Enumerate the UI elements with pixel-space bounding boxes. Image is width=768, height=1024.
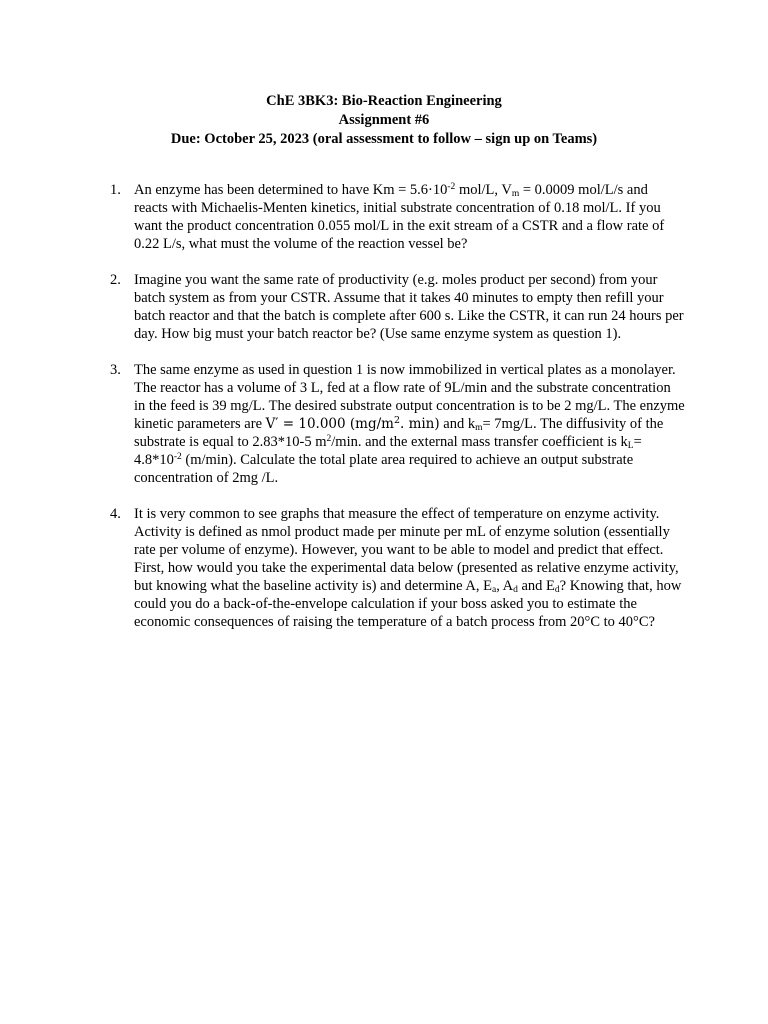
question-number: 1. — [110, 182, 121, 198]
question-3 — [110, 361, 685, 487]
question-text: The same enzyme as used in question 1 is now immobilized in vertical plates as a monolayer. The reactor has a volume of 3 L, fed at a flow rate of 9L/min and the substrate concentration in the feed is 39 mg/L. The desired substrate output concentration is to be 2 mg/L. The enzyme kinetic parameters are V′ = 10.000 ($mg/m^2$. min) and $k_m= 7mg/L$. The diffusivity of the substrate is equal to 2.83*10-5 $m^2/\min$. and the external mass transfer coefficient is $k_L= 4.8*10^{-2}$ (m/min). Calculate the total plate area required to achieve an output substrate concentration of 2mg /L. — [134, 362, 685, 486]
assignment-number: Assignment #6 — [338, 112, 430, 128]
question-number: 3. — [110, 362, 121, 378]
question-4 — [110, 505, 685, 631]
question-list — [110, 181, 685, 649]
course-title: ChE 3BK3: Bio-Reaction Engineering — [266, 93, 502, 109]
question-number: 2. — [110, 272, 121, 288]
math-expression: V′ = 10.000 ($mg/m^2$. min) — [265, 415, 440, 432]
question-2 — [110, 271, 685, 343]
due-date: Due: October 25, 2023 (oral assessment to follow – sign up on Teams) — [170, 131, 598, 147]
assignment-header — [0, 92, 768, 149]
question-1 — [110, 181, 685, 253]
question-text: An enzyme has been determined to have $Km = 5.6\cdot 10^{-2}$ mol/L, $V_m = 0.0009$ mol/L/s and reacts with Michaelis-Menten kinetics, initial substrate concentration of 0.18 mol/L. If you want the product concentration 0.055 mol/L in the exit stream of a CSTR and a flow rate of 0.22 L/s, what must the volume of the reaction vessel be? — [134, 182, 665, 252]
question-number: 4. — [110, 506, 121, 522]
question-text: Imagine you want the same rate of productivity (e.g. moles product per second) from your batch system as from your CSTR. Assume that it takes 40 minutes to empty then refill your batch reactor and that the batch is complete after 600 s. Like the CSTR, it can run 24 hours per day. How big must your batch reactor be? (Use same enzyme system as question 1). — [134, 272, 684, 342]
question-text: It is very common to see graphs that measure the effect of temperature on enzyme activity. Activity is defined as nmol product made per minute per mL of enzyme solution (essentially rate per volume of enzyme). However, you want to be able to model and predict that effect. First, how would you take the experimental data below (presented as relative enzyme activity, but knowing what the baseline activity is) and determine A, $E_a$, $A_d$ and $E_d$? Knowing that, how could you do a back-of-the-envelope calculation if your boss asked you to estimate the economic consequences of raising the temperature of a batch process from 20°C to 40°C? — [134, 506, 682, 630]
